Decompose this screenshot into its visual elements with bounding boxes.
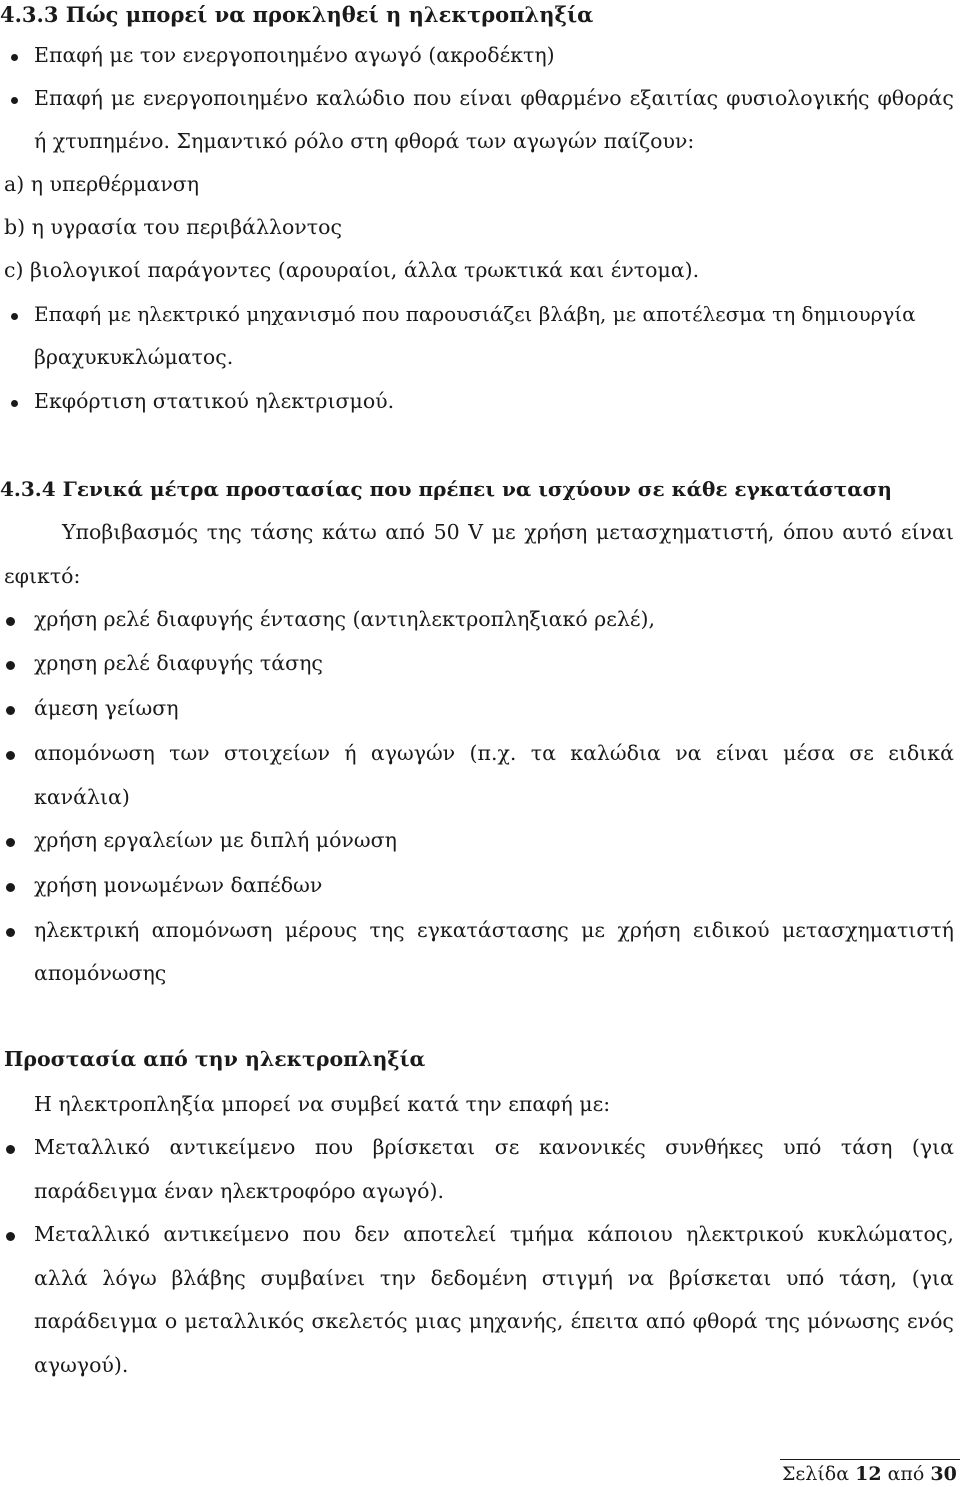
list-item-line: [34, 1135, 954, 1159]
word: βρίσκεται: [668, 1266, 772, 1290]
word: ενεργοποιημένο: [142, 86, 309, 110]
list-item-line: βραχυκυκλώματος.: [34, 345, 234, 369]
word: τμήμα: [509, 1222, 574, 1246]
word: δεδομένη: [430, 1266, 527, 1290]
bullet-icon: [11, 97, 18, 104]
word: μεταλλικός: [184, 1309, 305, 1333]
bullet-icon: [6, 1145, 15, 1154]
page-label: Σελίδα: [782, 1463, 850, 1485]
sub-item-a: a) η υπερθέρμανση: [4, 172, 200, 196]
word: Επαφή: [34, 86, 103, 110]
word: ο: [164, 1309, 178, 1333]
word: 50: [433, 520, 460, 544]
word: μιας: [414, 1309, 462, 1333]
word: κάποιου: [587, 1222, 673, 1246]
bullet-icon: [6, 838, 15, 847]
word: είναι: [459, 86, 513, 110]
word: στιγμή: [541, 1266, 613, 1290]
word: αγωγών: [370, 741, 456, 765]
word: φθορά: [692, 1309, 758, 1333]
word: συμβαίνει: [260, 1266, 366, 1290]
word: τα: [530, 741, 556, 765]
word: μετασχηματιστή: [781, 918, 954, 942]
section-heading-4-3-4: 4.3.4 Γενικά μέτρα προστασίας που πρέπει να ισχύουν σε κάθε εγκατάσταση: [0, 477, 892, 501]
word: μόνωσης: [807, 1309, 900, 1333]
word: λόγω: [102, 1266, 157, 1290]
word: με: [110, 86, 135, 110]
word: της: [369, 918, 405, 942]
word: που: [302, 1222, 341, 1246]
word: από: [645, 1309, 686, 1333]
word: (για: [911, 1266, 954, 1290]
list-item: χρήση μονωμένων δαπέδων: [34, 873, 323, 897]
word: της: [206, 520, 242, 544]
list-item-line: απομόνωσης: [34, 961, 167, 985]
word: μηχανής,: [468, 1309, 564, 1333]
list-item-line: Επαφή με ηλεκτρικό μηχανισμό που παρουσιάζει βλάβη, με αποτέλεσμα τη δημιουργία: [34, 302, 916, 326]
word: αλλά: [34, 1266, 88, 1290]
list-item-line: [34, 918, 954, 942]
word: καλώδιο: [316, 86, 406, 110]
page-number: [782, 1463, 957, 1485]
word: είναι: [900, 520, 954, 544]
word: να: [675, 741, 702, 765]
word: είναι: [715, 741, 769, 765]
list-item-line: ή χτυπημένο. Σημαντικό ρόλο στη φθορά των αγωγών παίζουν:: [34, 129, 695, 153]
word: ειδικά: [888, 741, 954, 765]
word: έπειτα: [570, 1309, 639, 1333]
word: που: [413, 86, 452, 110]
bullet-icon: [11, 313, 18, 320]
paragraph-line: εφικτό:: [4, 564, 81, 588]
list-item-line: [34, 1222, 954, 1246]
list-item-line: κανάλια): [34, 785, 130, 809]
word: αντικείμενο: [163, 1222, 290, 1246]
word: αυτό: [842, 520, 893, 544]
word: φθοράς: [877, 86, 954, 110]
word: μέρους: [284, 918, 358, 942]
paragraph-line: Η ηλεκτροπληξία μπορεί να συμβεί κατά την επαφή με:: [34, 1092, 611, 1116]
word: συνθήκες: [665, 1135, 764, 1159]
word: φθαρμένο: [520, 86, 622, 110]
word: μετασχηματιστή,: [595, 520, 775, 544]
page-separator: από: [887, 1463, 925, 1485]
word: υπό: [786, 1266, 825, 1290]
word: τάσης: [250, 520, 314, 544]
word: (π.χ.: [469, 741, 517, 765]
word: με: [581, 918, 606, 942]
word: βλάβης: [171, 1266, 246, 1290]
sub-item-c: c) βιολογικοί παράγοντες (αρουραίοι, άλλα τρωκτικά και έντομα).: [4, 258, 700, 282]
word: ηλεκτρικού: [686, 1222, 804, 1246]
word: την: [379, 1266, 416, 1290]
bullet-icon: [6, 661, 15, 670]
word: όπου: [783, 520, 834, 544]
list-item: χρήση ρελέ διαφυγής έντασης (αντιηλεκτροπληξιακό ρελέ),: [34, 607, 655, 631]
list-item: Εκφόρτιση στατικού ηλεκτρισμού.: [34, 389, 395, 413]
list-item: χρηση ρελέ διαφυγής τάσης: [34, 651, 323, 675]
word: (για: [911, 1135, 954, 1159]
word: Υποβιβασμός: [62, 520, 199, 544]
page-total: 30: [930, 1463, 957, 1485]
list-item: Επαφή με τον ενεργοποιημένο αγωγό (ακροδέκτη): [34, 43, 555, 67]
word: τάση,: [839, 1266, 897, 1290]
word: ειδικού: [692, 918, 770, 942]
word: από: [385, 520, 425, 544]
bullet-icon: [11, 400, 18, 407]
word: Μεταλλικό: [34, 1135, 150, 1159]
word: εγκατάστασης: [417, 918, 569, 942]
footer-divider: [780, 1459, 960, 1460]
bullet-icon: [6, 928, 15, 937]
word: απομόνωση: [34, 741, 155, 765]
list-item-line: [34, 86, 954, 110]
list-item-line: παράδειγμα έναν ηλεκτροφόρο αγωγό).: [34, 1179, 445, 1203]
word: κάτω: [321, 520, 377, 544]
word: ενός: [906, 1309, 954, 1333]
word: των: [169, 741, 210, 765]
word: στοιχείων: [223, 741, 330, 765]
bullet-icon: [6, 617, 15, 626]
word: εξαιτίας: [629, 86, 719, 110]
bullet-icon: [6, 751, 15, 760]
section-heading-4-3-3: 4.3.3 Πώς μπορεί να προκληθεί η ηλεκτροπληξία: [0, 2, 594, 27]
word: ή: [344, 741, 357, 765]
word: βρίσκεται: [372, 1135, 476, 1159]
protection-heading: Προστασία από την ηλεκτροπληξία: [4, 1047, 426, 1071]
sub-item-b: b) η υγρασία του περιβάλλοντος: [4, 215, 342, 239]
word: ηλεκτρική: [34, 918, 140, 942]
word: μέσα: [783, 741, 835, 765]
word: Μεταλλικό: [34, 1222, 150, 1246]
word: δεν: [354, 1222, 390, 1246]
list-item: χρήση εργαλείων με διπλή μόνωση: [34, 828, 397, 852]
bullet-icon: [6, 1232, 15, 1241]
word: κανονικές: [538, 1135, 646, 1159]
word: υπό: [783, 1135, 822, 1159]
page-current: 12: [855, 1463, 882, 1485]
word: αντικείμενο: [169, 1135, 296, 1159]
word: που: [314, 1135, 354, 1159]
list-item: άμεση γείωση: [34, 696, 179, 720]
word: με: [491, 520, 516, 544]
word: παράδειγμα: [34, 1309, 158, 1333]
word: χρήση: [617, 918, 681, 942]
word: σε: [494, 1135, 520, 1159]
word: της: [764, 1309, 800, 1333]
word: V: [468, 520, 484, 544]
word: σκελετός: [311, 1309, 408, 1333]
list-item-line: [34, 741, 954, 765]
list-item-line: αγωγού).: [34, 1353, 129, 1377]
bullet-icon: [6, 706, 15, 715]
word: σε: [849, 741, 874, 765]
bullet-icon: [11, 54, 18, 61]
paragraph-line: [62, 520, 954, 544]
word: αποτελεί: [403, 1222, 497, 1246]
word: τάση: [840, 1135, 893, 1159]
word: να: [627, 1266, 654, 1290]
word: χρήση: [524, 520, 588, 544]
word: φυσιολογικής: [726, 86, 870, 110]
list-item-line: [34, 1309, 954, 1333]
word: κυκλώματος,: [817, 1222, 954, 1246]
word: απομόνωση: [151, 918, 273, 942]
word: καλώδια: [570, 741, 661, 765]
list-item-line: [34, 1266, 954, 1290]
bullet-icon: [6, 883, 15, 892]
